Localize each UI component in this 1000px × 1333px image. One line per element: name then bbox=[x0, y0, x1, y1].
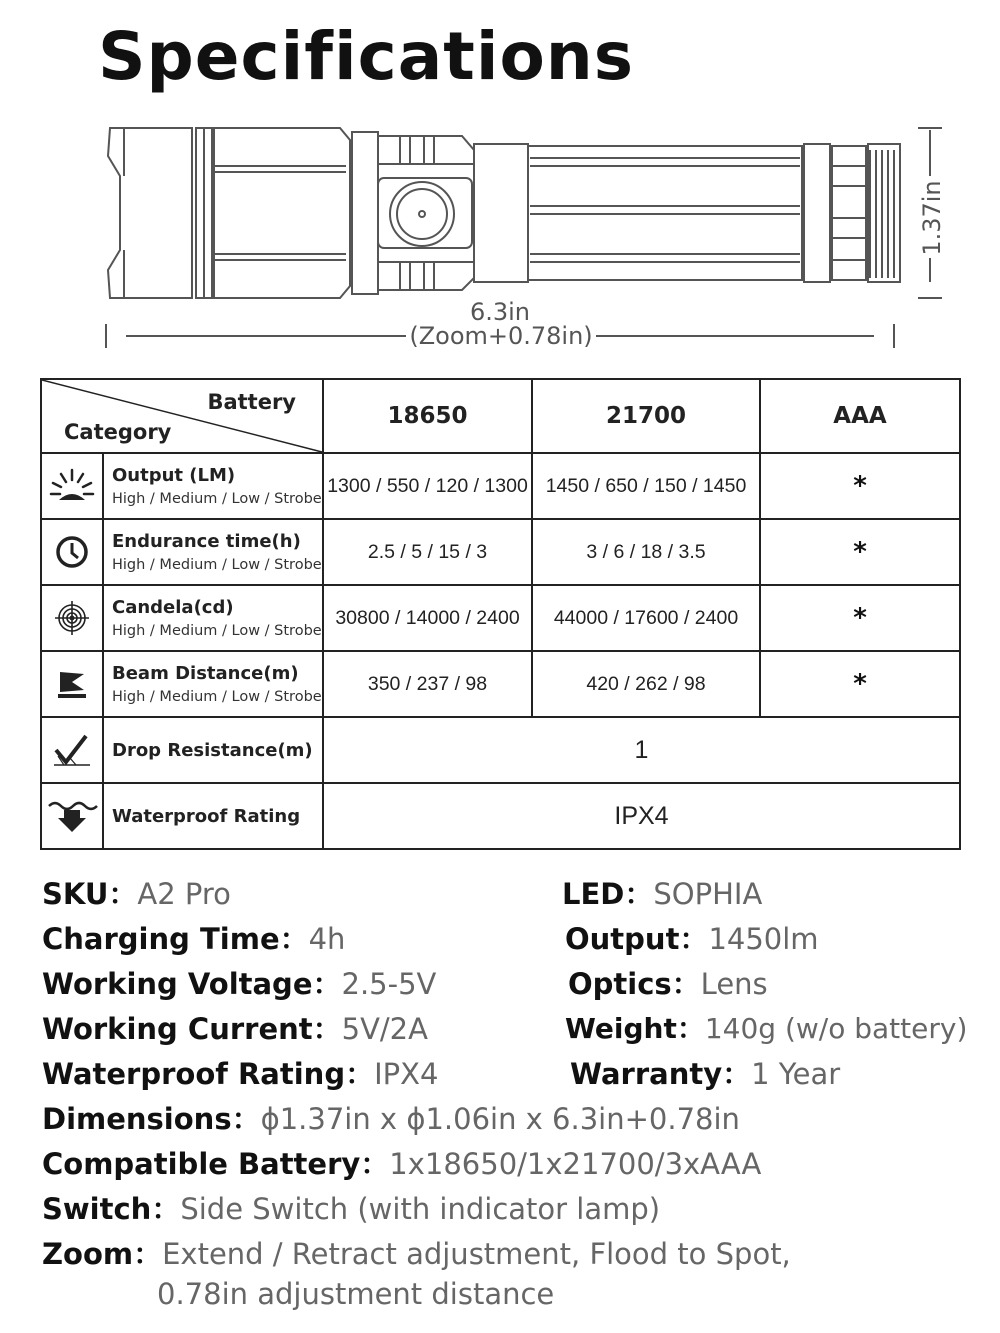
spec-waterproof bbox=[42, 1052, 438, 1093]
candela-18650: 30800 / 14000 / 2400 bbox=[323, 585, 532, 651]
spec-key: SKU： bbox=[42, 877, 138, 911]
spec-zoom bbox=[42, 1232, 791, 1273]
spec-charging bbox=[42, 917, 345, 958]
spec-key: Waterproof Rating： bbox=[42, 1057, 375, 1091]
spec-value: Lens bbox=[700, 967, 768, 1001]
target-icon bbox=[41, 585, 103, 651]
candela-aaa: * bbox=[760, 585, 960, 651]
candela-label: Candela(cd) bbox=[112, 597, 234, 618]
table-row bbox=[41, 585, 960, 651]
spec-key: Optics： bbox=[568, 967, 701, 1001]
table-row bbox=[41, 717, 960, 783]
endurance-21700: 3 / 6 / 18 / 3.5 bbox=[532, 519, 760, 585]
spec-key: Working Voltage： bbox=[42, 967, 342, 1001]
diameter-label: 1.37in bbox=[918, 180, 946, 256]
spec-key: Compatible Battery： bbox=[42, 1147, 390, 1181]
table-corner-header bbox=[41, 379, 323, 453]
spec-voltage bbox=[42, 962, 436, 1003]
spec-current bbox=[42, 1007, 428, 1048]
spec-output bbox=[565, 917, 819, 958]
waterproof-value: IPX4 bbox=[323, 783, 960, 849]
spec-value: 2.5-5V bbox=[341, 967, 437, 1001]
spec-value: A2 Pro bbox=[137, 877, 231, 911]
endurance-modes: High / Medium / Low / Strobe bbox=[112, 557, 322, 573]
drop-value: 1 bbox=[323, 717, 960, 783]
spec-value: 1 Year bbox=[751, 1057, 841, 1091]
spec-value: 1x18650/1x21700/3xAAA bbox=[389, 1147, 762, 1181]
beam-modes: High / Medium / Low / Strobe bbox=[112, 689, 322, 705]
beam-18650: 350 / 237 / 98 bbox=[323, 651, 532, 717]
spec-sku bbox=[42, 872, 231, 913]
endurance-18650: 2.5 / 5 / 15 / 3 bbox=[323, 519, 532, 585]
spec-key: Warranty： bbox=[570, 1057, 752, 1091]
waterproof-label-cell bbox=[103, 783, 323, 849]
spec-value: Side Switch (with indicator lamp) bbox=[180, 1192, 661, 1226]
spec-weight bbox=[565, 1007, 967, 1047]
clock-icon bbox=[41, 519, 103, 585]
spec-key: Switch： bbox=[42, 1192, 181, 1226]
spec-switch bbox=[42, 1187, 660, 1228]
spec-zoom-continued bbox=[157, 1277, 554, 1311]
drop-label: Drop Resistance(m) bbox=[112, 739, 313, 761]
column-header-21700: 21700 bbox=[532, 379, 760, 453]
table-row bbox=[41, 651, 960, 717]
endurance-label: Endurance time(h) bbox=[112, 531, 301, 552]
waterproof-label: Waterproof Rating bbox=[112, 805, 301, 827]
column-header-18650: 18650 bbox=[323, 379, 532, 453]
candela-21700: 44000 / 17600 / 2400 bbox=[532, 585, 760, 651]
spec-value: 1450lm bbox=[708, 922, 819, 956]
spec-dimensions bbox=[42, 1097, 740, 1138]
spec-key: Working Current： bbox=[42, 1012, 342, 1046]
table-row bbox=[41, 453, 960, 519]
spec-value: 0.78in adjustment distance bbox=[157, 1277, 555, 1311]
beam-icon bbox=[41, 651, 103, 717]
column-header-aaa: AAA bbox=[760, 379, 960, 453]
output-21700: 1450 / 650 / 150 / 1450 bbox=[532, 453, 760, 519]
output-label-cell bbox=[103, 453, 323, 519]
spec-warranty bbox=[570, 1052, 840, 1093]
spec-led bbox=[562, 872, 762, 913]
endurance-label-cell bbox=[103, 519, 323, 585]
battery-header: Battery bbox=[207, 390, 296, 414]
beam-label-cell bbox=[103, 651, 323, 717]
endurance-aaa: * bbox=[760, 519, 960, 585]
page-title: Specifications bbox=[98, 18, 635, 95]
spec-key: Output： bbox=[565, 922, 709, 956]
drop-label-cell bbox=[103, 717, 323, 783]
spec-key: LED： bbox=[562, 877, 654, 911]
table-row bbox=[41, 783, 960, 849]
output-aaa: * bbox=[760, 453, 960, 519]
output-18650: 1300 / 550 / 120 / 1300 bbox=[323, 453, 532, 519]
spec-value: IPX4 bbox=[374, 1057, 439, 1091]
spec-value: SOPHIA bbox=[653, 877, 763, 911]
spec-value: ϕ1.37in x ϕ1.06in x 6.3in+0.78in bbox=[260, 1102, 740, 1136]
zoom-length-label: (Zoom+0.78in) bbox=[409, 322, 593, 350]
spec-key: Zoom： bbox=[42, 1237, 163, 1271]
category-header: Category bbox=[64, 420, 172, 444]
spec-value: Extend / Retract adjustment, Flood to Spot, bbox=[162, 1237, 791, 1271]
spec-battery bbox=[42, 1142, 761, 1183]
spec-value: 140g (w/o battery) bbox=[704, 1012, 968, 1045]
beam-21700: 420 / 262 / 98 bbox=[532, 651, 760, 717]
spec-key: Dimensions： bbox=[42, 1102, 261, 1136]
table-row bbox=[41, 519, 960, 585]
spec-value: 4h bbox=[308, 922, 346, 956]
length-label: 6.3in bbox=[469, 298, 531, 326]
output-modes: High / Medium / Low / Strobe bbox=[112, 491, 322, 507]
spec-key: Charging Time： bbox=[42, 922, 309, 956]
drop-check-icon bbox=[41, 717, 103, 783]
beam-aaa: * bbox=[760, 651, 960, 717]
flashlight-drawing bbox=[0, 110, 1000, 360]
candela-label-cell bbox=[103, 585, 323, 651]
spec-table bbox=[40, 378, 961, 850]
candela-modes: High / Medium / Low / Strobe bbox=[112, 623, 322, 639]
spec-key: Weight： bbox=[565, 1012, 705, 1045]
beam-label: Beam Distance(m) bbox=[112, 663, 299, 684]
output-label: Output (LM) bbox=[112, 465, 236, 486]
spec-optics bbox=[568, 962, 768, 1003]
waterproof-icon bbox=[41, 783, 103, 849]
output-burst-icon bbox=[41, 453, 103, 519]
spec-value: 5V/2A bbox=[341, 1012, 428, 1046]
